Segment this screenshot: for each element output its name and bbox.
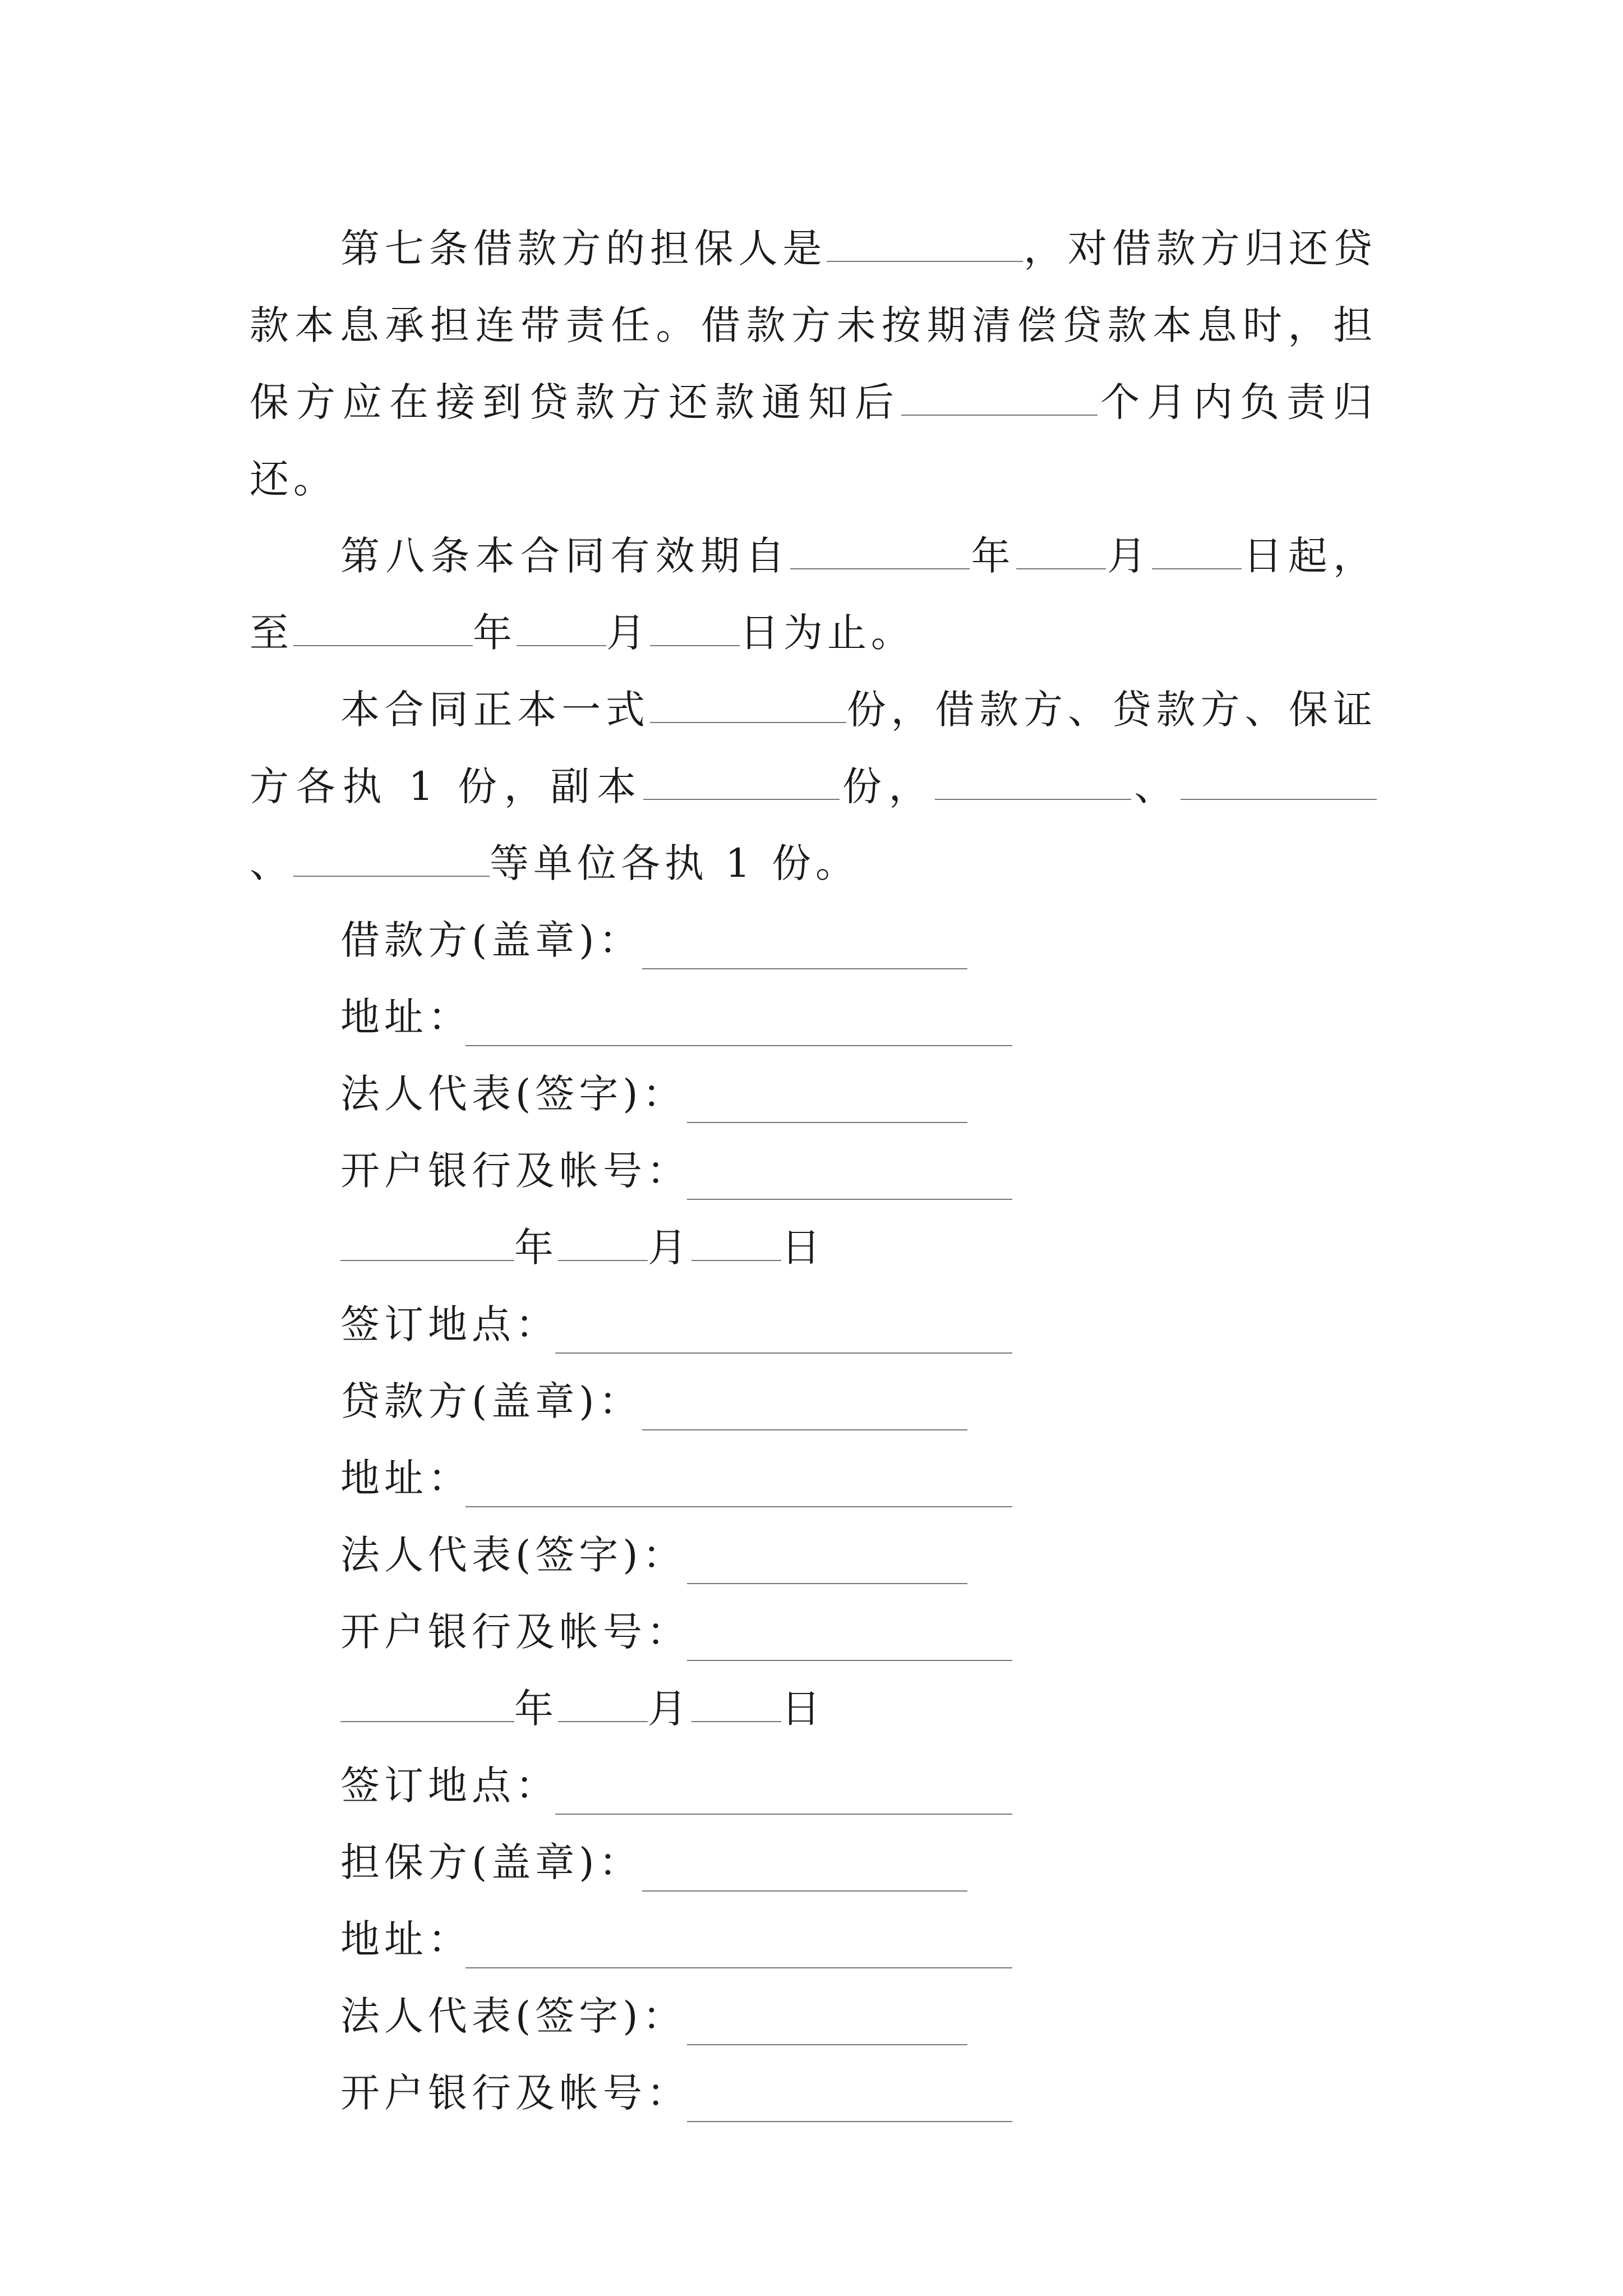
article-8-month-2: 月 [606,610,650,656]
lender-party-row [250,1363,1377,1440]
lender-address-row [250,1440,1377,1517]
copies-text-3: 份， [840,763,935,809]
end-day-blank[interactable] [650,637,740,646]
borrower-bank-field[interactable] [687,1199,1012,1200]
borrower-rep-row [250,1056,1377,1133]
lender-address-field[interactable] [465,1506,1012,1507]
borrower-day-label: 日 [781,1225,825,1271]
article-8-year-2: 年 [473,610,517,656]
lender-place-row [250,1747,1377,1824]
start-day-blank[interactable] [1152,560,1242,569]
guarantor-address-row [250,1901,1377,1978]
article-8-year: 年 [970,533,1016,579]
end-year-blank[interactable] [293,637,473,646]
start-month-blank[interactable] [1016,560,1106,569]
original-copies-blank[interactable] [650,714,846,723]
lender-place-label: 签订地点： [340,1763,559,1809]
guarantor-address-field[interactable] [465,1967,1012,1968]
borrower-year-label: 年 [514,1225,558,1271]
borrower-party-field[interactable] [642,968,967,969]
borrower-party-label: 借款方(盖章)： [340,917,643,963]
article-8-day-end: 日为止。 [740,610,915,656]
article-7-text-2: ，对借款方归还贷款本息承担连带责任。借款方未按期清偿贷款本息时，担保方应在接到贷款方还款通知后 [250,226,1377,425]
lender-rep-label: 法人代表(签字)： [340,1532,686,1578]
lender-date-row [250,1671,1377,1747]
borrower-day-blank[interactable] [691,1252,781,1261]
unit-1-blank[interactable] [935,791,1131,800]
lender-signature-block [250,1363,1377,1824]
article-7-text-1: 第七条借款方的担保人是 [340,226,827,272]
duplicate-copies-blank[interactable] [643,791,840,800]
borrower-year-blank[interactable] [340,1252,514,1261]
copies-text-4: 等单位各执 1 份。 [490,840,860,886]
lender-year-blank[interactable] [340,1713,514,1722]
months-blank[interactable] [901,407,1098,416]
lender-place-field[interactable] [555,1814,1012,1815]
guarantor-rep-field[interactable] [687,2044,967,2045]
article-8-paragraph [250,518,1377,671]
end-month-blank[interactable] [517,637,606,646]
borrower-rep-label: 法人代表(签字)： [340,1071,686,1117]
lender-bank-field[interactable] [687,1660,1012,1661]
lender-month-blank[interactable] [558,1713,648,1722]
guarantor-party-field[interactable] [642,1890,967,1892]
article-8-month: 月 [1105,533,1152,579]
guarantor-signature-block [250,1824,1377,2132]
borrower-place-label: 签订地点： [340,1301,559,1347]
guarantor-bank-label: 开户银行及帐号： [340,2070,690,2116]
lender-party-label: 贷款方(盖章)： [340,1378,643,1424]
borrower-bank-label: 开户银行及帐号： [340,1148,690,1194]
lender-address-label: 地址： [340,1455,472,1501]
borrower-month-label: 月 [648,1225,691,1271]
borrower-place-row [250,1286,1377,1363]
borrower-rep-field[interactable] [687,1122,967,1123]
guarantor-address-label: 地址： [340,1916,472,1962]
lender-day-blank[interactable] [691,1713,781,1722]
borrower-address-label: 地址： [340,994,472,1040]
guarantor-rep-row [250,1978,1377,2055]
lender-bank-row [250,1594,1377,1671]
borrower-party-row [250,902,1377,979]
lender-party-field[interactable] [642,1429,967,1430]
copies-separator-2: 、 [250,840,293,886]
unit-2-blank[interactable] [1181,791,1377,800]
copies-paragraph [250,671,1377,902]
borrower-signature-block [250,902,1377,1363]
borrower-place-field[interactable] [555,1352,1012,1354]
guarantor-name-blank[interactable] [827,253,1023,262]
borrower-month-blank[interactable] [558,1252,648,1261]
copies-text-2: 份，借款方、贷款方、保证方各执 1 份，副本 [250,687,1377,809]
borrower-address-row [250,979,1377,1056]
start-year-blank[interactable] [790,560,970,569]
copies-text-1: 本合同正本一式 [340,687,650,733]
lender-month-label: 月 [648,1686,691,1732]
guarantor-party-row [250,1824,1377,1901]
contract-body [250,210,1377,2132]
lender-bank-label: 开户银行及帐号： [340,1609,690,1655]
lender-rep-row [250,1517,1377,1594]
article-7-text-3: 个月内负责归还。 [250,379,1377,502]
guarantor-bank-row [250,2055,1377,2132]
lender-rep-field[interactable] [687,1583,967,1584]
guarantor-party-label: 担保方(盖章)： [340,1839,643,1885]
borrower-address-field[interactable] [465,1045,1012,1046]
lender-day-label: 日 [781,1686,825,1732]
borrower-bank-row [250,1133,1377,1209]
unit-3-blank[interactable] [293,868,490,877]
article-8-text-1: 第八条本合同有效期自 [340,533,791,579]
article-7-paragraph [250,210,1377,518]
guarantor-rep-label: 法人代表(签字)： [340,1993,686,2039]
copies-separator-1: 、 [1131,763,1181,809]
borrower-date-row [250,1209,1377,1286]
guarantor-bank-field[interactable] [687,2121,1012,2122]
article-8-day-start: 日起，至 [250,533,1377,656]
lender-year-label: 年 [514,1686,558,1732]
